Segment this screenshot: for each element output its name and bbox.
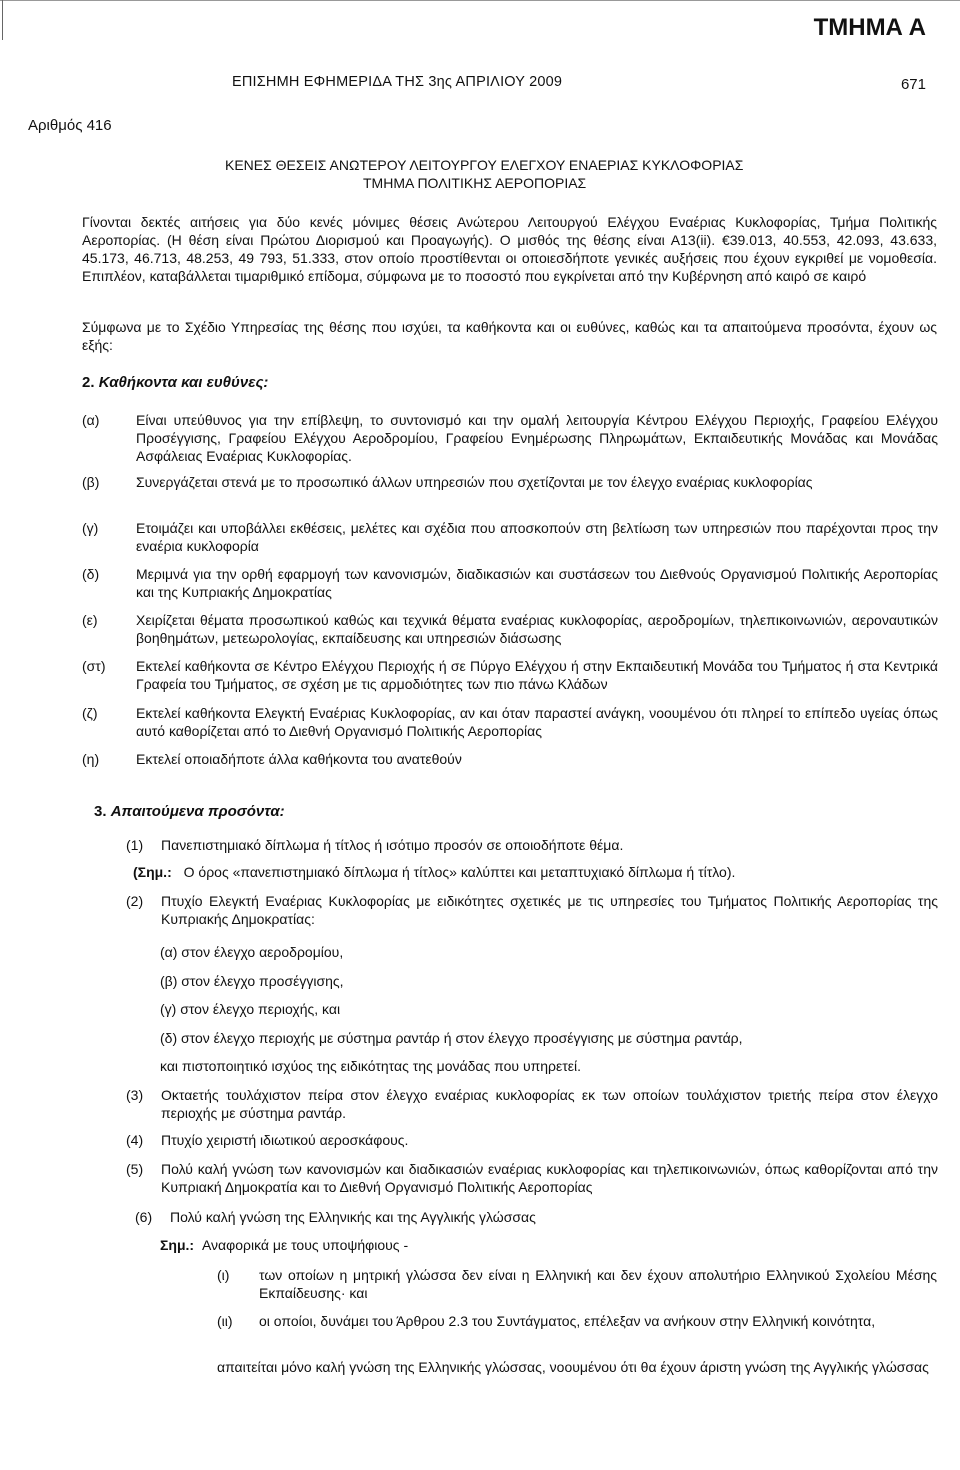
roman-label: (ιι) — [217, 1313, 233, 1329]
roman-text: οι οποίοι, δυνάμει του Άρθρου 2.3 του Συντάγματος, επέλεξαν να ανήκουν στην Ελληνική κοινότητα, — [259, 1313, 876, 1329]
sub-item: (β) στον έλεγχο προσέγγισης, — [160, 973, 344, 989]
duty-text: Είναι υπεύθυνος για την επίβλεψη, το συντονισμό και την ομαλή λειτουργία Κέντρου Ελέγχου Περιοχής, Γραφείου Ελέγχου Προσέγγισης, Γραφείου Ελέγχου Αεροδρομίου, Γραφείου Ενημέρωσης Πληρωμάτων, Εκπαιδευτικής Μονάδας και Μονάδας Ασφάλειας Εναέριας Κυκλοφορίας. — [136, 412, 938, 464]
scheme-paragraph: Σύμφωνα με το Σχέδιο Υπηρεσίας της θέσης που ισχύει, τα καθήκοντα και οι ευθύνες, καθώς και τα απαιτούμενα προσόντα, έχουν ως εξής: — [82, 319, 937, 353]
qualification-text: Πανεπιστημιακό δίπλωμα ή τίτλος ή ισότιμο προσόν σε οποιοδήποτε θέμα. — [161, 837, 624, 853]
duties-number: 2. — [82, 374, 95, 391]
duty-text: Συνεργάζεται στενά με το προσωπικό άλλων υπηρεσιών που σχετίζονται με τον έλεγχο εναέριας κυκλοφορίας — [136, 474, 813, 490]
qualification-item — [126, 1160, 938, 1196]
duty-item — [82, 657, 938, 693]
duty-label: (α) — [82, 412, 100, 428]
qualification-text: Πολύ καλή γνώση της Ελληνικής και της Αγγλικής γλώσσας — [170, 1209, 536, 1225]
intro-paragraph: Γίνονται δεκτές αιτήσεις για δύο κενές μόνιμες θέσεις Ανώτερου Λειτουργού Ελέγχου Εναέριας Κυκλοφορίας, Τμήμα Πολιτικής Αεροπορίας. (Η θέση είναι Πρώτου Διορισμού και Προαγωγής). Ο μισθός της θέσης είναι Α13(ii). €39.013, 40.553, 42.093, 43.633, 45.173, 46.713, 48.253, 49 793, 51.333, στον οποίο προστίθενται οι οποιεσδήποτε γενικές αυξήσεις που έχουν εγκριθεί με νομοθεσία. Επιπλέον, καταβάλλεται τιμαριθμικό επίδομα, σύμφωνα με το ποσοστό που εγκρίνεται από την Κυβέρνηση από καιρό σε καιρό — [82, 214, 937, 284]
qualifications-heading-text: Απαιτούμενα προσόντα: — [110, 803, 285, 820]
qualification-text: Οκταετής τουλάχιστον πείρα στον έλεγχο εναέριας κυκλοφορίας εκ των οποίων τουλάχιστον τριετής πείρα στον έλεγχο περιοχής με σύστημα ραντάρ. — [161, 1087, 938, 1121]
roman-item — [217, 1312, 937, 1330]
duty-item — [82, 611, 938, 647]
sub-item-tail: και πιστοποιητικό ισχύος της ειδικότητας της μονάδας που υπηρετεί. — [160, 1058, 582, 1074]
qualification-text: Πτυχίο Ελεγκτή Εναέριας Κυκλοφορίας με ειδικότητες σχετικές με τις υπηρεσίες του Τμήματος Πολιτικής Αεροπορίας της Κυπριακής Δημοκρατίας: — [161, 893, 938, 927]
qualification-label: (2) — [126, 893, 144, 909]
qualification-text: Πτυχίο χειριστή ιδιωτικού αεροσκάφους. — [161, 1132, 409, 1148]
notice-number: Αριθμός 416 — [28, 117, 112, 134]
sub-item: (γ) στον έλεγχο περιοχής, και — [160, 1001, 341, 1017]
note-line — [133, 864, 735, 880]
duty-item — [82, 565, 938, 601]
note-label: Σημ.: — [160, 1237, 195, 1253]
qualification-label: (4) — [126, 1132, 144, 1148]
note-line — [160, 1237, 408, 1253]
note-text: Αναφορικά με τους υποψήφιους - — [201, 1237, 409, 1253]
duty-label: (δ) — [82, 566, 100, 582]
duties-heading — [82, 374, 268, 391]
qualification-label: (5) — [126, 1161, 144, 1177]
qualification-label: (3) — [126, 1087, 144, 1103]
duty-label: (β) — [82, 474, 100, 490]
duty-text: Ετοιμάζει και υποβάλλει εκθέσεις, μελέτες και σχέδια που αποσκοπούν στη βελτίωση των υπηρεσιών που παρέχονται προς την εναέρια κυκλοφορία — [136, 520, 938, 554]
duty-item — [82, 411, 938, 465]
qualification-item — [126, 1131, 938, 1149]
duty-item — [82, 473, 938, 491]
duty-text: Εκτελεί καθήκοντα Ελεγκτή Εναέριας Κυκλοφορίας, αν και όταν παραστεί ανάγκη, νοουμένου ότι πληρεί το επίπεδο υγείας όπως αυτό καθορίζεται από το Διεθνή Οργανισμό Πολιτικής Αεροπορίας — [136, 705, 938, 739]
duty-text: Μεριμνά για την ορθή εφαρμογή των κανονισμών, διαδικασιών και συστάσεων του Διεθνούς Οργανισμού Πολιτικής Αεροπορίας και της Κυπριακής Δημοκρατίας — [136, 566, 938, 600]
section-label: ΤΜΗΜΑ Α — [813, 14, 926, 41]
notice-title: ΚΕΝΕΣ ΘΕΣΕΙΣ ΑΝΩΤΕΡΟΥ ΛΕΙΤΟΥΡΓΟΥ ΕΛΕΓΧΟΥ ΕΝΑΕΡΙΑΣ ΚΥΚΛΟΦΟΡΙΑΣ — [225, 157, 744, 173]
qualification-label: (6) — [135, 1209, 153, 1225]
left-margin-mark — [2, 0, 3, 40]
notice-subtitle: ΤΜΗΜΑ ΠΟΛΙΤΙΚΗΣ ΑΕΡΟΠΟΡΙΑΣ — [363, 175, 587, 191]
duty-label: (ε) — [82, 612, 98, 628]
sub-item: (α) στον έλεγχο αεροδρομίου, — [160, 944, 344, 960]
duty-label: (γ) — [82, 520, 99, 536]
roman-text: των οποίων η μητρική γλώσσα δεν είναι η Ελληνική και δεν έχουν απολυτήριο Ελληνικού Σχολείου Μέσης Εκπαίδευσης· και — [259, 1267, 937, 1301]
duties-heading-text: Καθήκοντα και ευθύνες: — [98, 374, 269, 391]
qualification-item — [126, 836, 938, 854]
note-text: Ο όρος «πανεπιστημιακό δίπλωμα ή τίτλος» καλύπτει και μεταπτυχιακό δίπλωμα ή τίτλο). — [183, 864, 736, 880]
roman-item — [217, 1266, 937, 1302]
qualification-item — [135, 1208, 938, 1226]
page-number: 671 — [900, 76, 926, 93]
top-rule — [0, 0, 960, 1]
qualification-text: Πολύ καλή γνώση των κανονισμών και διαδικασιών εναέριας κυκλοφορίας και τηλεπικοινωνιών, όπως καθορίζονται από την Κυπριακή Δημοκρατία και το Διεθνή Οργανισμό Πολιτικής Αεροπορίας — [161, 1161, 938, 1195]
duty-item — [82, 750, 938, 768]
duty-label: (η) — [82, 751, 100, 767]
duty-label: (ζ) — [82, 705, 98, 721]
qualification-item — [126, 892, 938, 928]
duty-text: Εκτελεί οποιαδήποτε άλλα καθήκοντα του ανατεθούν — [136, 751, 462, 767]
qualifications-heading — [94, 803, 285, 820]
duty-text: Εκτελεί καθήκοντα σε Κέντρο Ελέγχου Περιοχής ή σε Πύργο Ελέγχου ή στην Εκπαιδευτική Μονάδα του Τμήματος ή στα Κεντρικά Γραφεία του Τμήματος, σε σχέση με τις αρμοδιότητες των πιο πάνω Κλάδων — [136, 658, 938, 692]
gazette-header: ΕΠΙΣΗΜΗ ΕΦΗΜΕΡΙΔΑ ΤΗΣ 3ης ΑΠΡΙΛΙΟΥ 2009 — [232, 74, 563, 90]
roman-label: (ι) — [217, 1267, 230, 1283]
note-label: (Σημ.: — [133, 864, 172, 880]
qualification-item — [126, 1086, 938, 1122]
final-paragraph: απαιτείται μόνο καλή γνώση της Ελληνικής γλώσσας, νοουμένου ότι θα έχουν άριστη γνώση της Αγγλικής γλώσσας — [217, 1359, 929, 1375]
duty-text: Χειρίζεται θέματα προσωπικού καθώς και τεχνικά θέματα εναέριας κυκλοφορίας, αεροδρομίων, τηλεπικοινωνιών, αεροναυτικών βοηθημάτων, μετεωρολογίας, εκπαίδευσης και υπηρεσιών διάσωσης — [136, 612, 938, 646]
qualification-label: (1) — [126, 837, 144, 853]
qualifications-number: 3. — [94, 803, 107, 820]
duty-item — [82, 704, 938, 740]
duty-label: (στ) — [82, 658, 106, 674]
sub-item: (δ) στον έλεγχο περιοχής με σύστημα ραντάρ ή στον έλεγχο προσέγγισης με σύστημα ραντάρ, — [160, 1030, 743, 1046]
duty-item — [82, 519, 938, 555]
